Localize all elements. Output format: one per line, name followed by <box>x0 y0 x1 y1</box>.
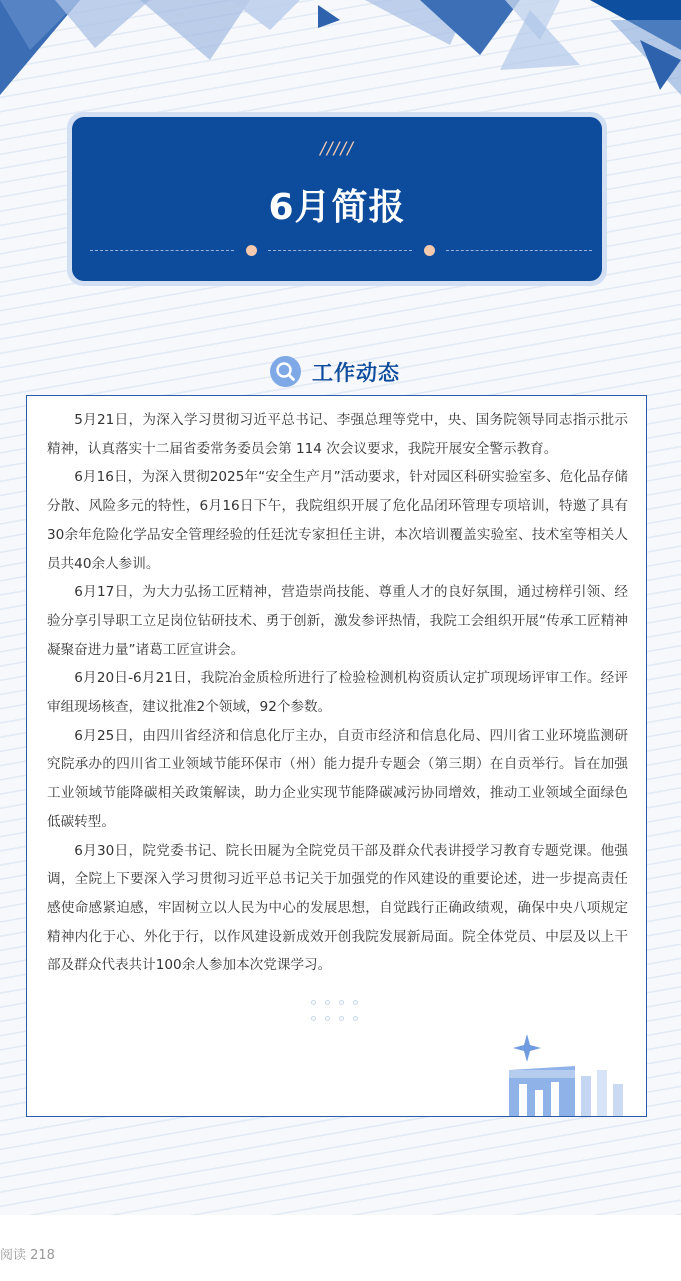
paragraph: 6月17日，为大力弘扬工匠精神，营造崇尚技能、尊重人才的良好氛围，通过榜样引领、经验分享引导职工立足岗位钻研技术、勇于创新，激发参评热情，我院工会组织开展“传承工匠精神 凝聚奋进力量”诸葛工匠宣讲会。 <box>47 584 628 658</box>
paragraph: 6月30日，院党委书记、院长田屣为全院党员干部及群众代表讲授学习教育专题党课。他强调，全院上下要深入学习贯彻习近平总书记关于加强党的作风建设的重要论述，进一步提高责任感使命感紧迫感，牢固树立以人民为中心的发展思想，自觉践行正确政绩观，确保中央八项规定精神内化于心、外化于行，以作风建设新成效开创我院发展新局面。院全体党员、中层及以上干部及群众代表共计100余人参加本次党课学习。 <box>47 842 628 974</box>
header-card <box>67 112 607 286</box>
header-banner <box>72 117 602 281</box>
paragraph: 6月16日，为深入贯彻2025年“安全生产月”活动要求，针对园区科研实验室多、危化品存储分散、风险多元的特性，6月16日下午，我院组织开展了危化品闭环管理专项培训，特邀了具有30余年危险化学品安全管理经验的任廷沈专家担任主讲，本次培训覆盖实验室、技术室等相关人员共40余人参训。 <box>47 469 628 572</box>
paragraph: 6月20日-6月21日，我院冶金质检所进行了检验检测机构资质认定扩项现场评审工作。经评审组现场核查，建议批准2个领域，92个参数。 <box>47 670 628 716</box>
read-count: 阅读 218 <box>0 1248 55 1263</box>
paragraph: 5月21日，为深入学习贯彻习近平总书记、李强总理等党中，央、国务院领导同志指示批示精神，认真落实十二届省委常务委员会第 114 次会议要求，我院开展安全警示教育。 <box>47 412 628 457</box>
paragraph-list <box>27 406 646 980</box>
content-box <box>26 395 647 1117</box>
header-triangle-decoration <box>0 0 681 100</box>
search-icon <box>270 356 301 387</box>
slash-decoration: ///// <box>320 139 354 159</box>
section-title: 工作动态 <box>312 361 400 385</box>
building-chart-icon <box>505 1032 645 1116</box>
page-title: 6月简报 <box>268 187 406 228</box>
dashed-divider <box>90 245 584 257</box>
paragraph: 6月25日，由四川省经济和信息化厅主办，自贡市经济和信息化局、四川省工业环境监测研究院承办的四川省工业领域节能环保市（州）能力提升专题会（第三期）在自贡举行。旨在加强工业领域节能降碳相关政策解读，助力企业实现节能降碳减污协同增效，推动工业领域全面绿色低碳转型。 <box>47 727 628 830</box>
